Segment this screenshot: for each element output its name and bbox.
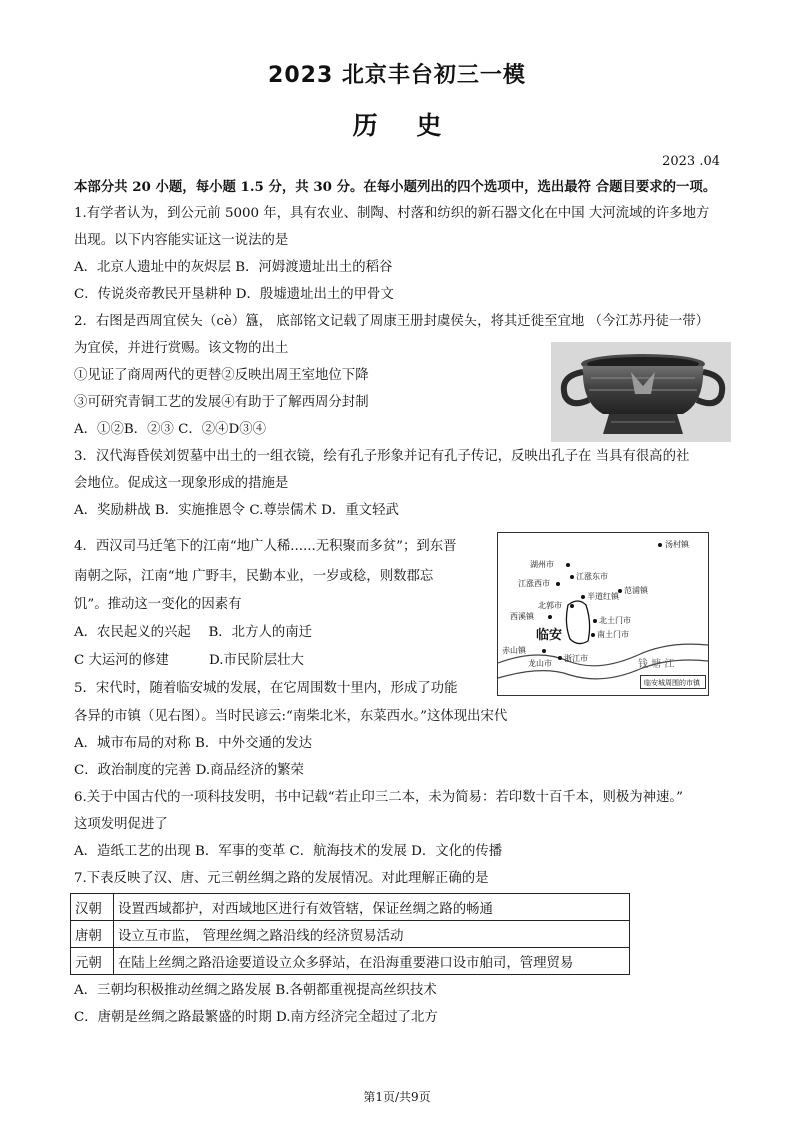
q7-option-cd: C．唐朝是丝绸之路最繁盛的时期 D.南方经济完全超过了北方	[74, 1010, 438, 1025]
map-town-label: 北土门市	[599, 616, 631, 625]
q4-option-ab: A．农民起义的兴起 B．北方人的南迁	[74, 625, 313, 640]
table-row	[71, 921, 630, 948]
q5-option-cd: C．政治制度的完善 D.商品经济的繁荣	[74, 763, 304, 778]
map-town-marker	[570, 575, 574, 579]
q3-options: A．奖励耕战 B．实施推恩令 C.尊崇儒术 D．重文轻武	[74, 503, 399, 518]
map-legend: 临安城周围的市镇	[640, 675, 706, 689]
table-cell-content: 设置西域都护，对西域地区进行有效管辖，保证丝绸之路的畅通	[114, 894, 630, 921]
q2-statement-1: ①见证了商周两代的更替②反映出周王室地位下降	[74, 368, 369, 383]
map-town-marker	[593, 619, 597, 623]
q1-option-ab: A．北京人遗址中的灰烬层 B．河姆渡遗址出土的稻谷	[74, 260, 393, 275]
q2-statement-2: ③可研究青铜工艺的发展④有助于了解西周分封制	[74, 395, 369, 410]
table-cell-dynasty: 唐朝	[71, 921, 114, 948]
q5-stem-2: 各异的市镇（见右图）。当时民谚云:“南柴北米，东菜西水。”这体现出宋代	[74, 709, 508, 724]
map-town-label: 江涨西市	[518, 579, 550, 588]
page-title: 2023 北京丰台初三一模	[268, 63, 526, 88]
map-town-label: 范浦镇	[624, 586, 648, 595]
map-town-marker	[566, 563, 570, 567]
q3-stem-1: 3．汉代海昏侯刘贺墓中出土的一组衣镜，绘有孔子形象并记有孔子传记，反映出孔子在 当具有很高的社	[74, 449, 690, 464]
table-row	[71, 948, 630, 975]
table-cell-dynasty: 元朝	[71, 948, 114, 975]
map-town-marker	[591, 633, 595, 637]
map-town-label: 半道红镇	[587, 592, 619, 601]
map-town-marker	[658, 543, 662, 547]
map-town-label: 赤山镇	[502, 646, 526, 655]
map-town-marker	[558, 656, 562, 660]
table-cell-content: 设立互市监， 管理丝绸之路沿线的经济贸易活动	[114, 921, 630, 948]
q6-stem-1: 6.关于中国古代的一项科技发明，书中记载“若止印三二本，未为简易：若印数十百千本，则极为神速。”	[74, 790, 683, 805]
map-town-marker	[548, 615, 552, 619]
table-cell-dynasty: 汉朝	[71, 894, 114, 921]
q5-option-ab: A．城市布局的对称 B．中外交通的发达	[74, 736, 313, 751]
map-town-label: 浙江市	[564, 654, 588, 663]
map-town-label: 江涨东市	[576, 572, 608, 581]
bronze-gui-vessel-image	[551, 342, 731, 442]
map-town-label: 南土门市	[597, 630, 629, 639]
map-town-marker	[556, 582, 560, 586]
map-town-marker	[570, 604, 574, 608]
map-center-label: 临安	[536, 628, 563, 643]
q1-option-cd: C．传说炎帝教民开垦耕种 D．殷墟遗址出土的甲骨文	[74, 287, 394, 302]
map-river-label: 钱 塘 江	[638, 659, 675, 670]
exam-date: 2023 .04	[662, 154, 720, 169]
map-town-label: 湖州市	[530, 560, 554, 569]
q5-stem-1: 5．宋代时，随着临安城的发展，在它周围数十里内，形成了功能	[74, 681, 458, 696]
page-footer: 第1页/共9页	[363, 1090, 431, 1104]
q2-stem-2: 为宜侯，并进行赏赐。该文物的出土	[74, 341, 289, 356]
q4-stem-2: 南朝之际，江南“地 广野丰，民勤本业，一岁或稔，则数郡忘	[74, 569, 434, 584]
instructions: 本部分共 20 小题，每小题 1.5 分，共 30 分。在每小题列出的四个选项中，选出最符 合题目要求的一项。	[74, 179, 717, 195]
q1-stem-2: 出现。以下内容能实证这一说法的是	[74, 233, 289, 248]
q4-option-cd: C 大运河的修建 D.市民阶层壮大	[74, 653, 304, 668]
q7-stem: 7.下表反映了汉、唐、元三朝丝绸之路的发展情况。对此理解正确的是	[74, 871, 489, 886]
q2-stem-1: 2．右图是西周宜侯夨（cè）簋， 底部铭文记载了周康王册封虞侯夨，将其迁徙至宜地 （今江苏丹徒一带）	[74, 314, 710, 329]
map-town-label: 北郭市	[538, 601, 562, 610]
q1-stem-1: 1.有学者认为，到公元前 5000 年，具有农业、制陶、村落和纺织的新石器文化在中国 大河流域的许多地方	[74, 206, 710, 221]
q4-stem-3: 饥”。推动这一变化的因素有	[74, 597, 242, 612]
map-town-label: 西溪镇	[510, 612, 534, 621]
q6-stem-2: 这项发明促进了	[74, 817, 168, 832]
silk-road-table	[70, 893, 630, 975]
q4-stem-1: 4．西汉司马迁笔下的江南“地广人稀......无积聚而多贫”；到东晋	[74, 539, 457, 554]
subject-title: 历 史	[352, 111, 442, 140]
table-row	[71, 894, 630, 921]
map-town-marker	[581, 595, 585, 599]
q3-stem-2: 会地位。促成这一现象形成的措施是	[74, 476, 289, 491]
linan-town-map	[497, 532, 709, 696]
map-town-label: 龙山市	[528, 659, 552, 668]
map-town-label: 汤村镇	[665, 540, 689, 549]
map-town-marker	[542, 649, 546, 653]
q6-options: A．造纸工艺的出现 B．军事的变革 C．航海技术的发展 D．文化的传播	[74, 844, 503, 859]
q7-option-ab: A．三朝均积极推动丝绸之路发展 B.各朝都重视提高丝织技术	[74, 983, 437, 998]
table-cell-content: 在陆上丝绸之路沿途要道设立众多驿站，在沿海重要港口设市舶司，管理贸易	[114, 948, 630, 975]
q2-options: A．①②B．②③ C．②④D③④	[74, 422, 267, 437]
